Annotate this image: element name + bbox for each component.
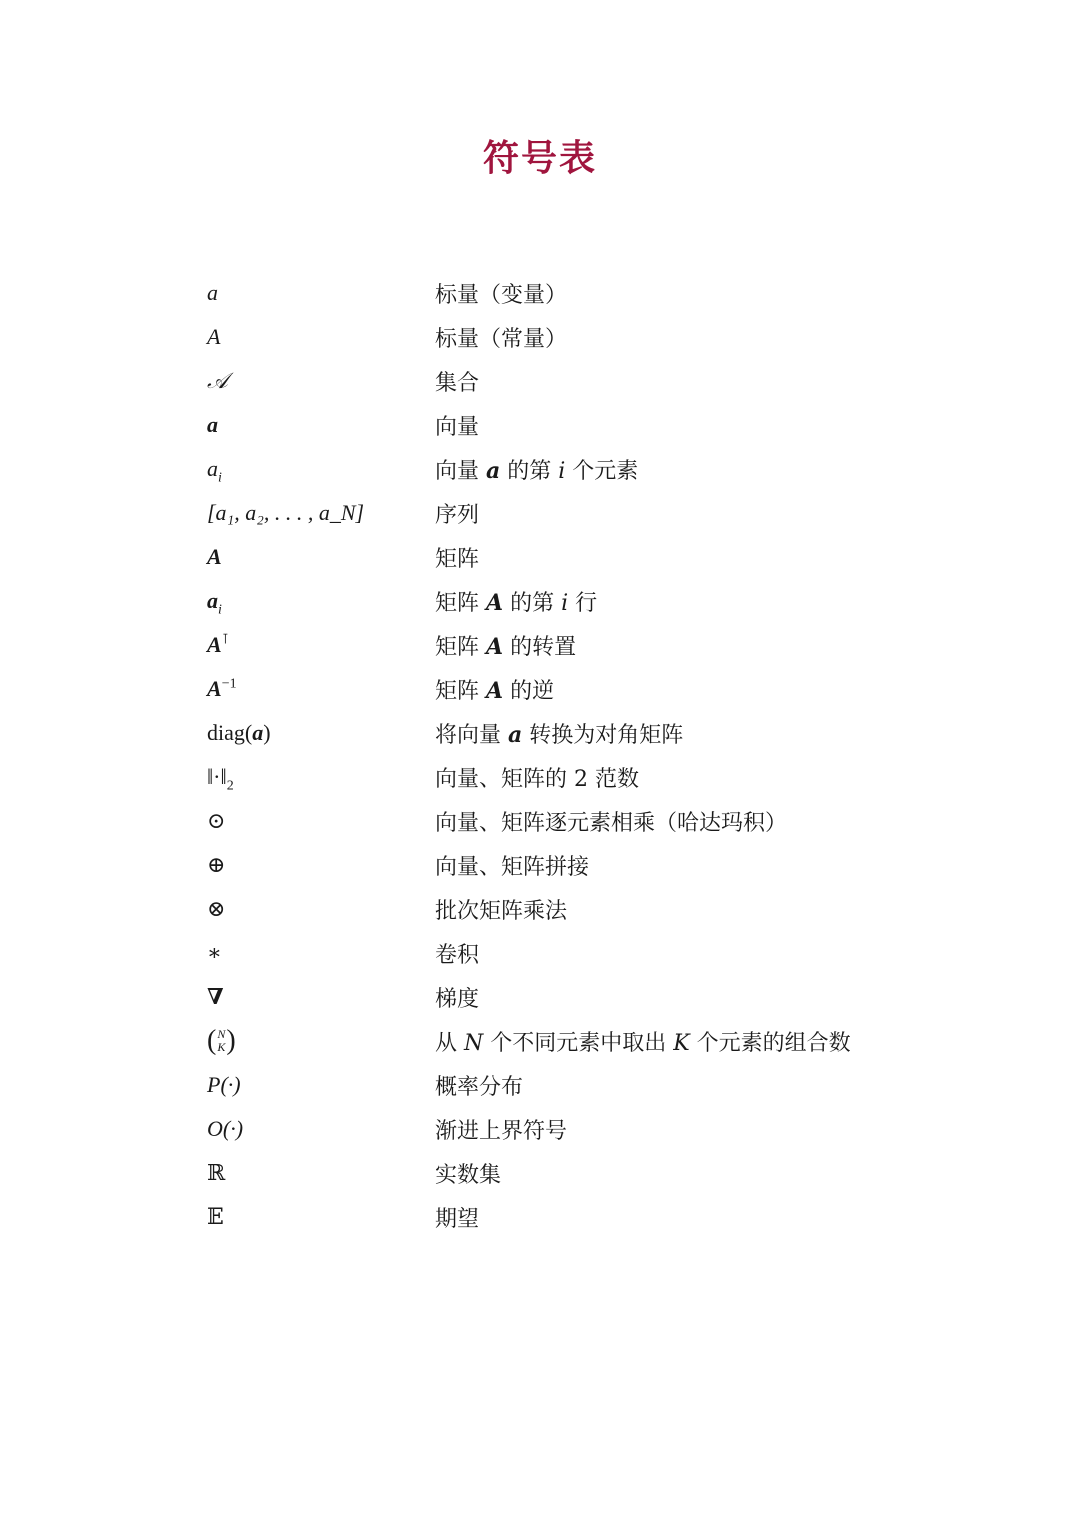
- symbol-cell: [a₁, a₂, . . . , a_N]: [207, 500, 365, 525]
- description-cell: 标量（变量）: [435, 282, 568, 308]
- symbol-row: [207, 1107, 987, 1151]
- symbol-row: [207, 975, 987, 1019]
- symbol-table: [207, 271, 987, 1239]
- symbol-text: diag(: [207, 720, 253, 745]
- binomial-bottom: K: [217, 1040, 226, 1054]
- description-text: 个不同元素中取出: [483, 1030, 674, 1056]
- description-symbol: K: [673, 1030, 690, 1056]
- symbol-row: [207, 931, 987, 975]
- symbol-cell: [207, 632, 435, 658]
- description-symbol: a: [508, 721, 523, 748]
- symbol-cell: O(·): [207, 1116, 244, 1141]
- description-text: 的转置: [503, 634, 577, 660]
- description-cell: 向量、矩阵逐元素相乘（哈达玛积）: [435, 810, 788, 836]
- symbol-superscript: ⊺: [221, 632, 229, 648]
- description-cell: 矩阵: [435, 546, 480, 572]
- symbol-row: [207, 1151, 987, 1195]
- symbol-row: [207, 579, 987, 623]
- symbol-base: A: [207, 632, 222, 657]
- description-text: 矩阵: [435, 590, 486, 616]
- description-cell: 概率分布: [435, 1074, 524, 1100]
- symbol-row: [207, 623, 987, 667]
- description-cell: 序列: [435, 502, 480, 528]
- binomial-stack: [217, 1028, 225, 1054]
- description-cell: 卷积: [435, 942, 480, 968]
- description-cell: [435, 586, 597, 617]
- symbol-cell: ∇: [207, 984, 224, 1009]
- right-paren: ): [226, 1025, 236, 1056]
- description-cell: 梯度: [435, 986, 480, 1012]
- symbol-cell: 𝒜: [207, 368, 228, 393]
- description-symbol: A: [486, 677, 504, 704]
- symbol-row: [207, 1063, 987, 1107]
- symbol-row: [207, 887, 987, 931]
- symbol-row: [207, 447, 987, 491]
- symbol-row: [207, 667, 987, 711]
- symbol-base: ‖·‖: [207, 764, 227, 789]
- symbol-row: [207, 1195, 987, 1239]
- description-cell: 集合: [435, 370, 480, 396]
- description-text: 个元素的组合数: [689, 1030, 851, 1056]
- symbol-cell: ⊗: [207, 896, 226, 921]
- symbol-cell: a: [207, 280, 218, 305]
- symbol-cell: [207, 588, 435, 618]
- symbol-cell: [207, 456, 435, 486]
- symbol-row: [207, 711, 987, 755]
- description-cell: [435, 1026, 851, 1057]
- symbol-row: [207, 315, 987, 359]
- symbol-cell: [207, 720, 435, 746]
- symbol-cell: [207, 1027, 435, 1055]
- page-title: 符号表: [482, 137, 597, 179]
- description-symbol: A: [486, 589, 504, 616]
- symbol-cell: a: [207, 412, 218, 437]
- symbol-row: [207, 271, 987, 315]
- description-symbol: N: [464, 1030, 484, 1056]
- description-cell: 期望: [435, 1206, 480, 1232]
- description-cell: 向量: [435, 414, 480, 440]
- symbol-subscript: i: [218, 470, 222, 486]
- symbol-cell: [207, 764, 435, 794]
- description-text: 行: [568, 590, 598, 616]
- symbol-row: [207, 755, 987, 799]
- description-text: 的第: [503, 590, 562, 616]
- description-text: 将向量: [435, 722, 508, 748]
- description-cell: 渐进上界符号: [435, 1118, 568, 1144]
- symbol-row: [207, 843, 987, 887]
- symbol-argument: a: [252, 720, 264, 745]
- binomial-top: N: [217, 1027, 226, 1041]
- symbol-subscript: i: [218, 602, 222, 618]
- description-cell: [435, 630, 576, 661]
- description-text: 矩阵: [435, 678, 486, 704]
- description-symbol: a: [486, 457, 501, 484]
- symbol-subscript: 2: [226, 778, 234, 794]
- symbol-row: [207, 1019, 987, 1063]
- symbol-cell: ℝ: [207, 1160, 226, 1185]
- symbol-base: a: [207, 456, 218, 481]
- symbol-superscript: −1: [221, 676, 237, 692]
- description-cell: [435, 674, 554, 705]
- description-symbol: i: [558, 458, 566, 484]
- description-text: 向量: [435, 458, 486, 484]
- left-paren: (: [207, 1025, 217, 1056]
- description-text: 的第: [500, 458, 559, 484]
- description-cell: 向量、矩阵的 2 范数: [435, 766, 639, 792]
- symbol-cell: [207, 676, 435, 702]
- description-text: 矩阵: [435, 634, 486, 660]
- description-text: 转换为对角矩阵: [522, 722, 684, 748]
- description-text: 的逆: [503, 678, 555, 704]
- description-cell: [435, 718, 683, 749]
- symbol-base: A: [207, 676, 222, 701]
- symbol-cell: A: [207, 324, 221, 349]
- description-cell: 实数集: [435, 1162, 502, 1188]
- symbol-base: a: [207, 588, 218, 613]
- description-cell: 批次矩阵乘法: [435, 898, 568, 924]
- description-text: 个元素: [565, 458, 639, 484]
- description-symbol: i: [561, 590, 569, 616]
- description-symbol: A: [486, 633, 504, 660]
- binomial-symbol: [207, 1027, 236, 1055]
- symbol-cell: ⊙: [207, 808, 226, 833]
- symbol-row: [207, 491, 987, 535]
- description-cell: [435, 454, 638, 485]
- symbol-cell: ⊕: [207, 852, 226, 877]
- symbol-row: [207, 535, 987, 579]
- description-cell: 标量（常量）: [435, 326, 568, 352]
- symbol-cell: P(·): [207, 1072, 241, 1097]
- symbol-text: ): [263, 720, 271, 745]
- symbol-cell: ∗: [207, 940, 222, 965]
- description-text: 从: [435, 1030, 464, 1056]
- symbol-row: [207, 403, 987, 447]
- description-cell: 向量、矩阵拼接: [435, 854, 590, 880]
- symbol-cell: A: [207, 544, 222, 569]
- symbol-cell: 𝔼: [207, 1204, 224, 1229]
- symbol-row: [207, 799, 987, 843]
- symbol-row: [207, 359, 987, 403]
